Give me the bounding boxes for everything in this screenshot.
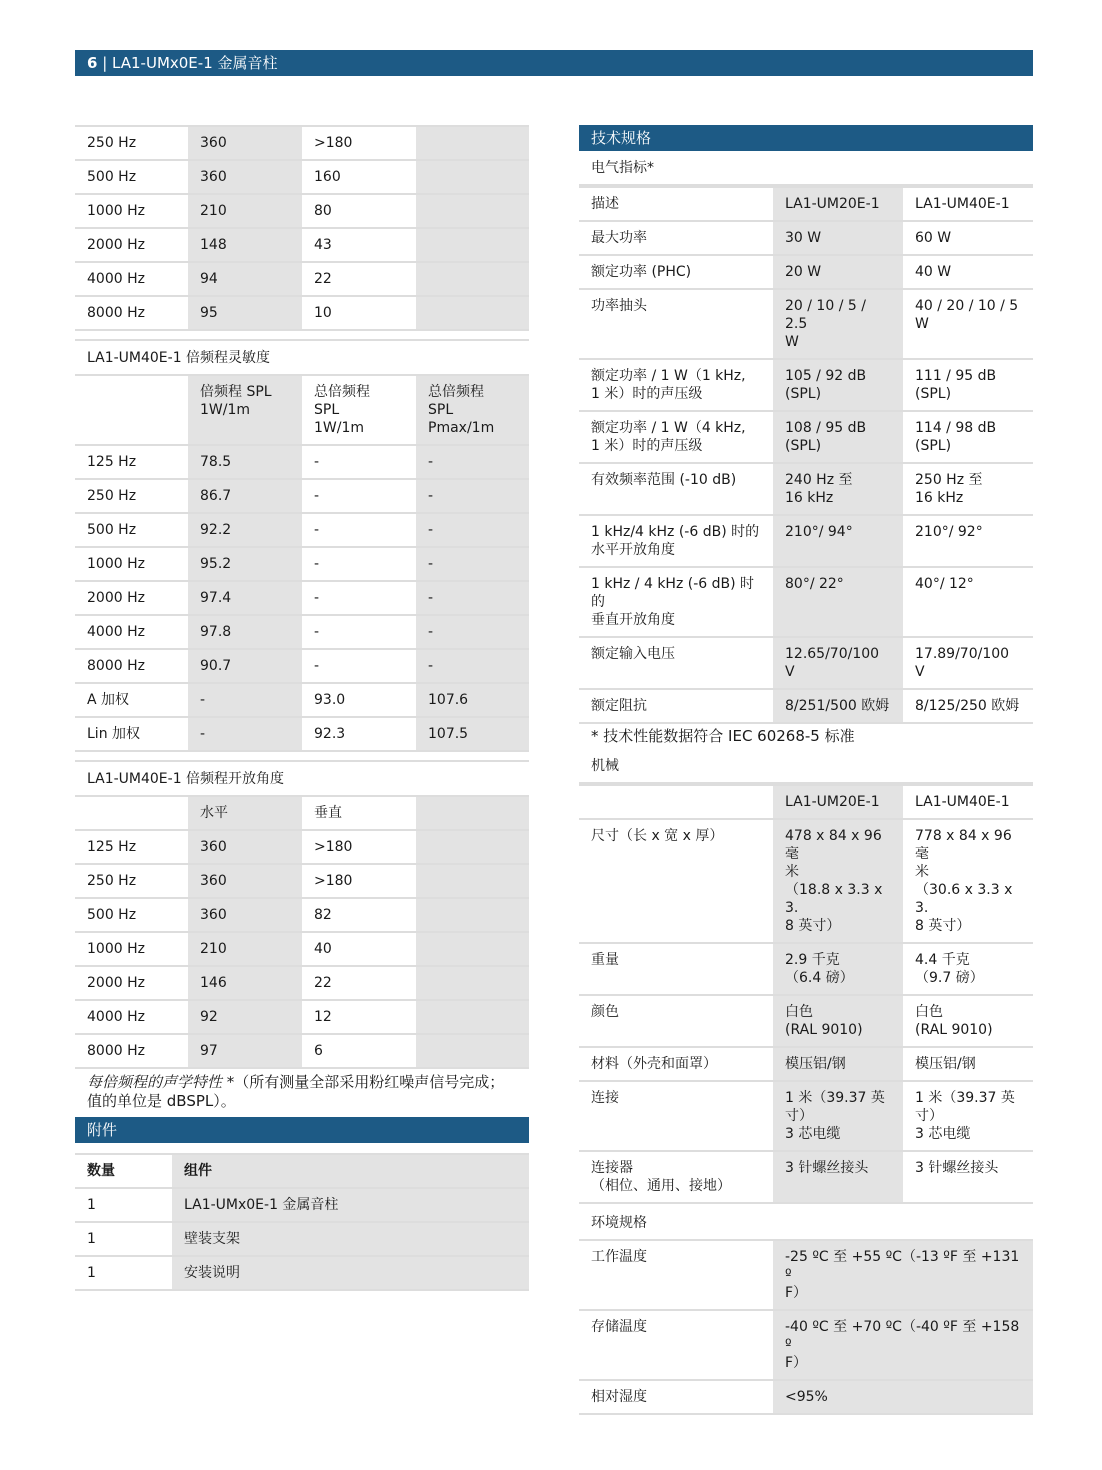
- table-cell: [416, 830, 529, 864]
- table-row: [75, 1034, 529, 1068]
- table-row: [579, 187, 1033, 221]
- table-cell: 160: [302, 160, 416, 194]
- table-row: [75, 683, 529, 717]
- table-row: [75, 1000, 529, 1034]
- sensitivity-table-title: LA1-UM40E-1 倍频程灵敏度: [75, 339, 529, 376]
- table-cell: -25 ºC 至 +55 ºC（-13 ºF 至 +131 º F）: [773, 1241, 1033, 1310]
- table-cell: LA1-UM20E-1: [773, 187, 903, 221]
- table-cell: 146: [188, 966, 302, 1000]
- table-row: [75, 717, 529, 751]
- table-row: [579, 995, 1033, 1047]
- table-cell: 1: [75, 1222, 172, 1256]
- table-cell: 114 / 98 dB (SPL): [903, 411, 1033, 463]
- table-cell: 90.7: [188, 649, 302, 683]
- table-cell: 500 Hz: [75, 898, 188, 932]
- table-cell: 壁装支架: [172, 1222, 529, 1256]
- accessories-header: 附件: [75, 1117, 529, 1143]
- table-cell: 组件: [172, 1154, 529, 1188]
- table-cell: 125 Hz: [75, 830, 188, 864]
- table-cell: 4000 Hz: [75, 615, 188, 649]
- table-cell: 1000 Hz: [75, 932, 188, 966]
- table-cell: 125 Hz: [75, 445, 188, 479]
- table-row: [579, 515, 1033, 567]
- table-row: [75, 932, 529, 966]
- table-cell: 额定阻抗: [579, 689, 773, 723]
- specs-header: 技术规格: [579, 125, 1033, 151]
- table-row: [75, 1256, 529, 1290]
- left-column: [75, 125, 529, 1291]
- table-cell: 6: [302, 1034, 416, 1068]
- table-cell: 垂直: [302, 797, 416, 830]
- table-row: [75, 547, 529, 581]
- table-cell: 额定功率 / 1 W（4 kHz, 1 米）时的声压级: [579, 411, 773, 463]
- table-cell: 778 x 84 x 96 毫 米 （30.6 x 3.3 x 3. 8 英寸）: [903, 819, 1033, 943]
- table-cell: Lin 加权: [75, 717, 188, 751]
- table-cell: [75, 376, 188, 445]
- table-cell: [416, 228, 529, 262]
- table-cell: -: [302, 479, 416, 513]
- accessories-table: [75, 1153, 529, 1291]
- table-cell: >180: [302, 830, 416, 864]
- table-row: [579, 943, 1033, 995]
- table-row: [579, 1241, 1033, 1310]
- table-row: [75, 126, 529, 160]
- table-cell: 107.6: [416, 683, 529, 717]
- table-cell: [416, 864, 529, 898]
- table-cell: 12.65/70/100 V: [773, 637, 903, 689]
- table-cell: [416, 194, 529, 228]
- table-row: [75, 160, 529, 194]
- table-cell: -: [302, 547, 416, 581]
- table-row: [75, 898, 529, 932]
- table-cell: 94: [188, 262, 302, 296]
- acoustic-note: [75, 1069, 529, 1117]
- table-cell: 1000 Hz: [75, 547, 188, 581]
- table-cell: [416, 932, 529, 966]
- table-cell: LA1-UM20E-1: [773, 785, 903, 819]
- table-cell: 工作温度: [579, 1241, 773, 1310]
- table-row: [75, 797, 529, 830]
- table-cell: 模压铝/钢: [773, 1047, 903, 1081]
- table-cell: 30 W: [773, 221, 903, 255]
- table-cell: 额定功率 (PHC): [579, 255, 773, 289]
- table-cell: 40: [302, 932, 416, 966]
- table-row: [75, 864, 529, 898]
- document-title: | LA1-UMx0E-1 金属音柱: [102, 54, 278, 72]
- table-row: [579, 359, 1033, 411]
- electrical-table: [579, 186, 1033, 724]
- table-cell: 60 W: [903, 221, 1033, 255]
- table-cell: 白色 (RAL 9010): [773, 995, 903, 1047]
- table-row: [579, 785, 1033, 819]
- table-cell: 82: [302, 898, 416, 932]
- table-cell: 模压铝/钢: [903, 1047, 1033, 1081]
- table-cell: 250 Hz: [75, 126, 188, 160]
- table-cell: 360: [188, 898, 302, 932]
- table-cell: 360: [188, 864, 302, 898]
- table-row: [579, 567, 1033, 637]
- table-cell: 2.9 千克 （6.4 磅）: [773, 943, 903, 995]
- table-cell: [416, 262, 529, 296]
- table-row: [75, 228, 529, 262]
- table-row: [75, 376, 529, 445]
- table-cell: 500 Hz: [75, 160, 188, 194]
- table-cell: 478 x 84 x 96 毫 米 （18.8 x 3.3 x 3. 8 英寸）: [773, 819, 903, 943]
- table-cell: [416, 296, 529, 330]
- table-row: [75, 479, 529, 513]
- table-cell: 1: [75, 1188, 172, 1222]
- table-cell: 倍频程 SPL 1W/1m: [188, 376, 302, 445]
- table-cell: 107.5: [416, 717, 529, 751]
- table-cell: 8000 Hz: [75, 1034, 188, 1068]
- table-cell: 240 Hz 至 16 kHz: [773, 463, 903, 515]
- table-cell: 1000 Hz: [75, 194, 188, 228]
- table-cell: 17.89/70/100 V: [903, 637, 1033, 689]
- table-cell: 尺寸（长 x 宽 x 厚）: [579, 819, 773, 943]
- table-cell: -: [188, 717, 302, 751]
- table-cell: [579, 785, 773, 819]
- table-cell: -: [416, 547, 529, 581]
- table-row: [579, 221, 1033, 255]
- table-cell: 95: [188, 296, 302, 330]
- table-cell: LA1-UMx0E-1 金属音柱: [172, 1188, 529, 1222]
- table-cell: 2000 Hz: [75, 228, 188, 262]
- table-cell: 250 Hz 至 16 kHz: [903, 463, 1033, 515]
- environment-title: 环境规格: [579, 1204, 1033, 1241]
- table-row: [579, 463, 1033, 515]
- table-row: [579, 1047, 1033, 1081]
- table-cell: 1: [75, 1256, 172, 1290]
- table-cell: 250 Hz: [75, 479, 188, 513]
- table-cell: 22: [302, 966, 416, 1000]
- table-cell: 43: [302, 228, 416, 262]
- top-angle-table: [75, 125, 529, 331]
- table-cell: [416, 966, 529, 1000]
- sensitivity-table: [75, 376, 529, 752]
- table-cell: LA1-UM40E-1: [903, 785, 1033, 819]
- table-row: [75, 966, 529, 1000]
- table-row: [579, 1081, 1033, 1151]
- table-cell: 8000 Hz: [75, 649, 188, 683]
- table-row: [75, 1222, 529, 1256]
- table-cell: 210°/ 92°: [903, 515, 1033, 567]
- table-cell: 材料（外壳和面罩）: [579, 1047, 773, 1081]
- table-cell: -: [302, 615, 416, 649]
- table-cell: 1 米（39.37 英 寸） 3 芯电缆: [903, 1081, 1033, 1151]
- table-cell: 白色 (RAL 9010): [903, 995, 1033, 1047]
- page-header: [75, 50, 1033, 76]
- table-cell: 功率抽头: [579, 289, 773, 359]
- table-row: [75, 1188, 529, 1222]
- table-cell: [416, 126, 529, 160]
- table-cell: >180: [302, 864, 416, 898]
- table-cell: 4.4 千克 （9.7 磅）: [903, 943, 1033, 995]
- table-cell: [416, 797, 529, 830]
- table-cell: 360: [188, 126, 302, 160]
- table-cell: 1 kHz / 4 kHz (-6 dB) 时的 垂直开放角度: [579, 567, 773, 637]
- table-cell: 40 W: [903, 255, 1033, 289]
- table-cell: 78.5: [188, 445, 302, 479]
- table-cell: 92.3: [302, 717, 416, 751]
- table-cell: 3 针螺丝接头: [773, 1151, 903, 1203]
- table-cell: 总倍频程 SPL Pmax/1m: [416, 376, 529, 445]
- table-row: [75, 296, 529, 330]
- table-row: [579, 1380, 1033, 1414]
- table-cell: 1 米（39.37 英 寸） 3 芯电缆: [773, 1081, 903, 1151]
- table-cell: 8/125/250 欧姆: [903, 689, 1033, 723]
- table-cell: 存储温度: [579, 1310, 773, 1380]
- table-cell: [416, 160, 529, 194]
- table-cell: 连接: [579, 1081, 773, 1151]
- table-cell: -: [302, 649, 416, 683]
- table-cell: 22: [302, 262, 416, 296]
- table-cell: LA1-UM40E-1: [903, 187, 1033, 221]
- table-row: [579, 255, 1033, 289]
- table-cell: 总倍频程 SPL 1W/1m: [302, 376, 416, 445]
- table-row: [75, 581, 529, 615]
- table-cell: 40°/ 12°: [903, 567, 1033, 637]
- table-cell: [75, 797, 188, 830]
- table-row: [75, 262, 529, 296]
- table-cell: 92: [188, 1000, 302, 1034]
- table-cell: 360: [188, 160, 302, 194]
- table-cell: 105 / 92 dB (SPL): [773, 359, 903, 411]
- table-row: [75, 649, 529, 683]
- table-cell: [416, 1034, 529, 1068]
- table-cell: 20 W: [773, 255, 903, 289]
- table-cell: -: [416, 649, 529, 683]
- acoustic-note-text: （所有测量全部采用粉红噪声信号完成；值的单位是 dBSPL）。: [87, 1073, 505, 1110]
- table-cell: 97.4: [188, 581, 302, 615]
- table-cell: 80: [302, 194, 416, 228]
- table-row: [579, 689, 1033, 723]
- table-cell: <95%: [773, 1380, 1033, 1414]
- table-cell: 8000 Hz: [75, 296, 188, 330]
- table-cell: 描述: [579, 187, 773, 221]
- table-cell: 1 kHz/4 kHz (-6 dB) 时的 水平开放角度: [579, 515, 773, 567]
- table-cell: 2000 Hz: [75, 581, 188, 615]
- table-cell: 86.7: [188, 479, 302, 513]
- table-cell: 95.2: [188, 547, 302, 581]
- table-cell: -: [188, 683, 302, 717]
- table-cell: 8/251/500 欧姆: [773, 689, 903, 723]
- angle-table: [75, 797, 529, 1069]
- table-row: [75, 615, 529, 649]
- table-cell: 2000 Hz: [75, 966, 188, 1000]
- environment-table: [579, 1241, 1033, 1415]
- table-cell: 安装说明: [172, 1256, 529, 1290]
- table-cell: [416, 898, 529, 932]
- table-cell: -: [302, 581, 416, 615]
- table-cell: 相对湿度: [579, 1380, 773, 1414]
- table-cell: 最大功率: [579, 221, 773, 255]
- table-cell: >180: [302, 126, 416, 160]
- page-number: 6: [87, 54, 98, 72]
- table-cell: 97.8: [188, 615, 302, 649]
- table-cell: 93.0: [302, 683, 416, 717]
- table-cell: 40 / 20 / 10 / 5 W: [903, 289, 1033, 359]
- table-cell: 连接器 （相位、通用、接地）: [579, 1151, 773, 1203]
- table-cell: 500 Hz: [75, 513, 188, 547]
- table-cell: 360: [188, 830, 302, 864]
- table-cell: 210°/ 94°: [773, 515, 903, 567]
- table-row: [579, 289, 1033, 359]
- table-cell: A 加权: [75, 683, 188, 717]
- table-cell: -: [302, 513, 416, 547]
- table-cell: 重量: [579, 943, 773, 995]
- table-cell: 4000 Hz: [75, 1000, 188, 1034]
- table-cell: 97: [188, 1034, 302, 1068]
- table-row: [579, 819, 1033, 943]
- mechanical-table: [579, 784, 1033, 1204]
- table-cell: 80°/ 22°: [773, 567, 903, 637]
- table-cell: 210: [188, 194, 302, 228]
- table-cell: -: [416, 581, 529, 615]
- table-cell: 数量: [75, 1154, 172, 1188]
- table-cell: -: [416, 445, 529, 479]
- table-cell: -: [416, 615, 529, 649]
- acoustic-note-italic: 每倍频程的声学特性 *: [87, 1073, 235, 1091]
- mechanical-title: 机械: [579, 749, 1033, 784]
- table-row: [579, 411, 1033, 463]
- table-cell: -40 ºC 至 +70 ºC（-40 ºF 至 +158 º F）: [773, 1310, 1033, 1380]
- right-column: [579, 125, 1033, 1415]
- table-cell: 颜色: [579, 995, 773, 1047]
- electrical-footnote: * 技术性能数据符合 IEC 60268-5 标准: [591, 727, 855, 745]
- table-row: [579, 1151, 1033, 1203]
- table-cell: 有效频率范围 (-10 dB): [579, 463, 773, 515]
- table-cell: 4000 Hz: [75, 262, 188, 296]
- table-cell: 148: [188, 228, 302, 262]
- table-cell: 92.2: [188, 513, 302, 547]
- table-row: [75, 194, 529, 228]
- electrical-title: 电气指标*: [579, 151, 1033, 186]
- table-cell: 额定功率 / 1 W（1 kHz, 1 米）时的声压级: [579, 359, 773, 411]
- table-cell: -: [416, 479, 529, 513]
- table-cell: 111 / 95 dB (SPL): [903, 359, 1033, 411]
- table-row: [75, 513, 529, 547]
- table-cell: 250 Hz: [75, 864, 188, 898]
- table-cell: 20 / 10 / 5 / 2.5 W: [773, 289, 903, 359]
- table-row: [75, 445, 529, 479]
- table-row: [75, 1154, 529, 1188]
- table-row: [579, 1310, 1033, 1380]
- table-row: [75, 830, 529, 864]
- table-cell: 210: [188, 932, 302, 966]
- table-cell: 水平: [188, 797, 302, 830]
- table-cell: 12: [302, 1000, 416, 1034]
- table-row: [579, 637, 1033, 689]
- table-cell: -: [302, 445, 416, 479]
- table-cell: -: [416, 513, 529, 547]
- table-cell: [416, 1000, 529, 1034]
- angle-table-title: LA1-UM40E-1 倍频程开放角度: [75, 760, 529, 797]
- table-cell: 10: [302, 296, 416, 330]
- table-cell: 108 / 95 dB (SPL): [773, 411, 903, 463]
- table-cell: 3 针螺丝接头: [903, 1151, 1033, 1203]
- table-cell: 额定输入电压: [579, 637, 773, 689]
